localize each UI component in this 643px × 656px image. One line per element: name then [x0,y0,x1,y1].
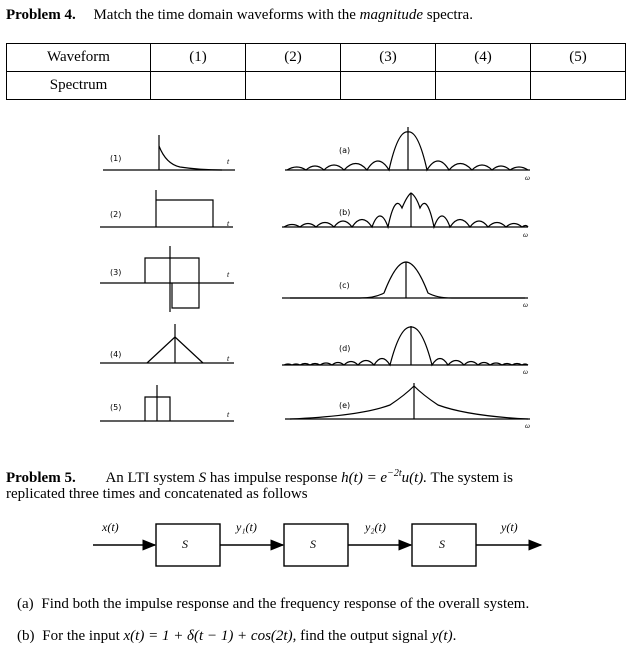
row-label-waveform: Waveform [7,44,151,72]
block-1-label: S [182,537,188,551]
part-b [17,628,456,645]
part-a-text: Find both the impulse response and the frequency response of the overall system. [41,596,530,612]
spectrum-e-plot [285,383,530,419]
waveform-2-pulse [156,200,213,227]
freq-label-e: ω [525,422,530,430]
waveform-label-2: (2) [110,210,122,219]
column-header-5: (5) [531,44,626,72]
time-label-5: t [227,410,230,419]
problem5-intro-1: An LTI system [105,470,199,486]
waveform-3-top-box [145,258,199,283]
spectrum-b-curve [284,193,528,227]
part-b-output: y(t) [431,628,453,644]
time-label-1: t [227,157,230,166]
diagram-y1-label: y₁(t) [236,520,257,534]
problem5-h-expr: h(t) = e [341,470,388,486]
block-2-label: S [310,537,316,551]
spectrum-d-plot [282,326,528,365]
freq-label-d: ω [523,368,528,376]
problem4-prompt-emph: magnitude [359,7,423,23]
problem5-number: Problem 5. [6,470,76,486]
block-3-label: S [439,537,445,551]
block-1 [156,524,220,566]
part-b-post: , find the output signal [292,628,432,644]
problem5-h-exponent: −2t [387,468,402,479]
problem4-prompt-start: Match the time domain waveforms with the [93,7,360,23]
time-label-2: t [227,219,230,228]
diagram-y2-label: y₂(t) [365,520,386,534]
part-b-label: (b) [17,628,35,644]
waveform-label-5: (5) [110,403,122,412]
diagram-output-label: y(t) [501,520,518,534]
problem5-h-tail: u(t). [401,470,428,486]
spectrum-c-plot [282,262,528,298]
spectrum-a-plot [285,127,530,170]
freq-label-a: ω [525,174,530,182]
freq-label-b: ω [523,231,528,239]
column-header-3: (3) [341,44,436,72]
waveform-label-4: (4) [110,350,122,359]
block-2 [284,524,348,566]
column-header-2: (2) [246,44,341,72]
column-header-4: (4) [436,44,531,72]
time-label-4: t [227,354,230,363]
part-a-label: (a) [17,596,34,612]
problem5-line2: replicated three times and concatenated as follows [6,486,308,502]
part-b-expr: x(t) = 1 + δ(t − 1) + cos(2t) [123,628,293,644]
waveform-1-plot [103,135,235,170]
waveform-2-plot [100,190,233,227]
spectrum-label-c: (c) [339,281,350,290]
waveform-3-plot [100,246,234,312]
row-label-spectrum: Spectrum [7,72,151,100]
spectrum-e-curve [290,386,528,419]
part-a [17,596,529,613]
problem4-number: Problem 4. [6,7,76,23]
waveform-label-1: (1) [110,154,122,163]
spectrum-d-curve [284,327,528,365]
spectrum-b-plot [282,193,528,227]
problem5-system-name: S [198,470,207,486]
spectrum-label-a: (a) [339,146,351,155]
waveform-label-3: (3) [110,268,122,277]
spectrum-label-b: (b) [339,208,351,217]
diagram-input-label: x(t) [102,520,119,534]
part-b-pre: For the input [42,628,124,644]
waveform-1-decay [159,146,222,170]
problem5-intro-2: has impulse response [206,470,342,486]
time-label-3: t [227,270,230,279]
cascade-block-diagram [0,500,643,580]
problem4-prompt-end: spectra. [422,7,473,23]
spectrum-label-d: (d) [339,344,351,353]
column-header-1: (1) [151,44,246,72]
waveform-3-bottom-box [172,283,199,308]
part-b-end: . [452,628,457,644]
problem5-intro-3: The system is [427,470,514,486]
freq-label-c: ω [523,301,528,309]
spectrum-c-curve [290,262,525,298]
spectrum-label-e: (e) [339,401,351,410]
